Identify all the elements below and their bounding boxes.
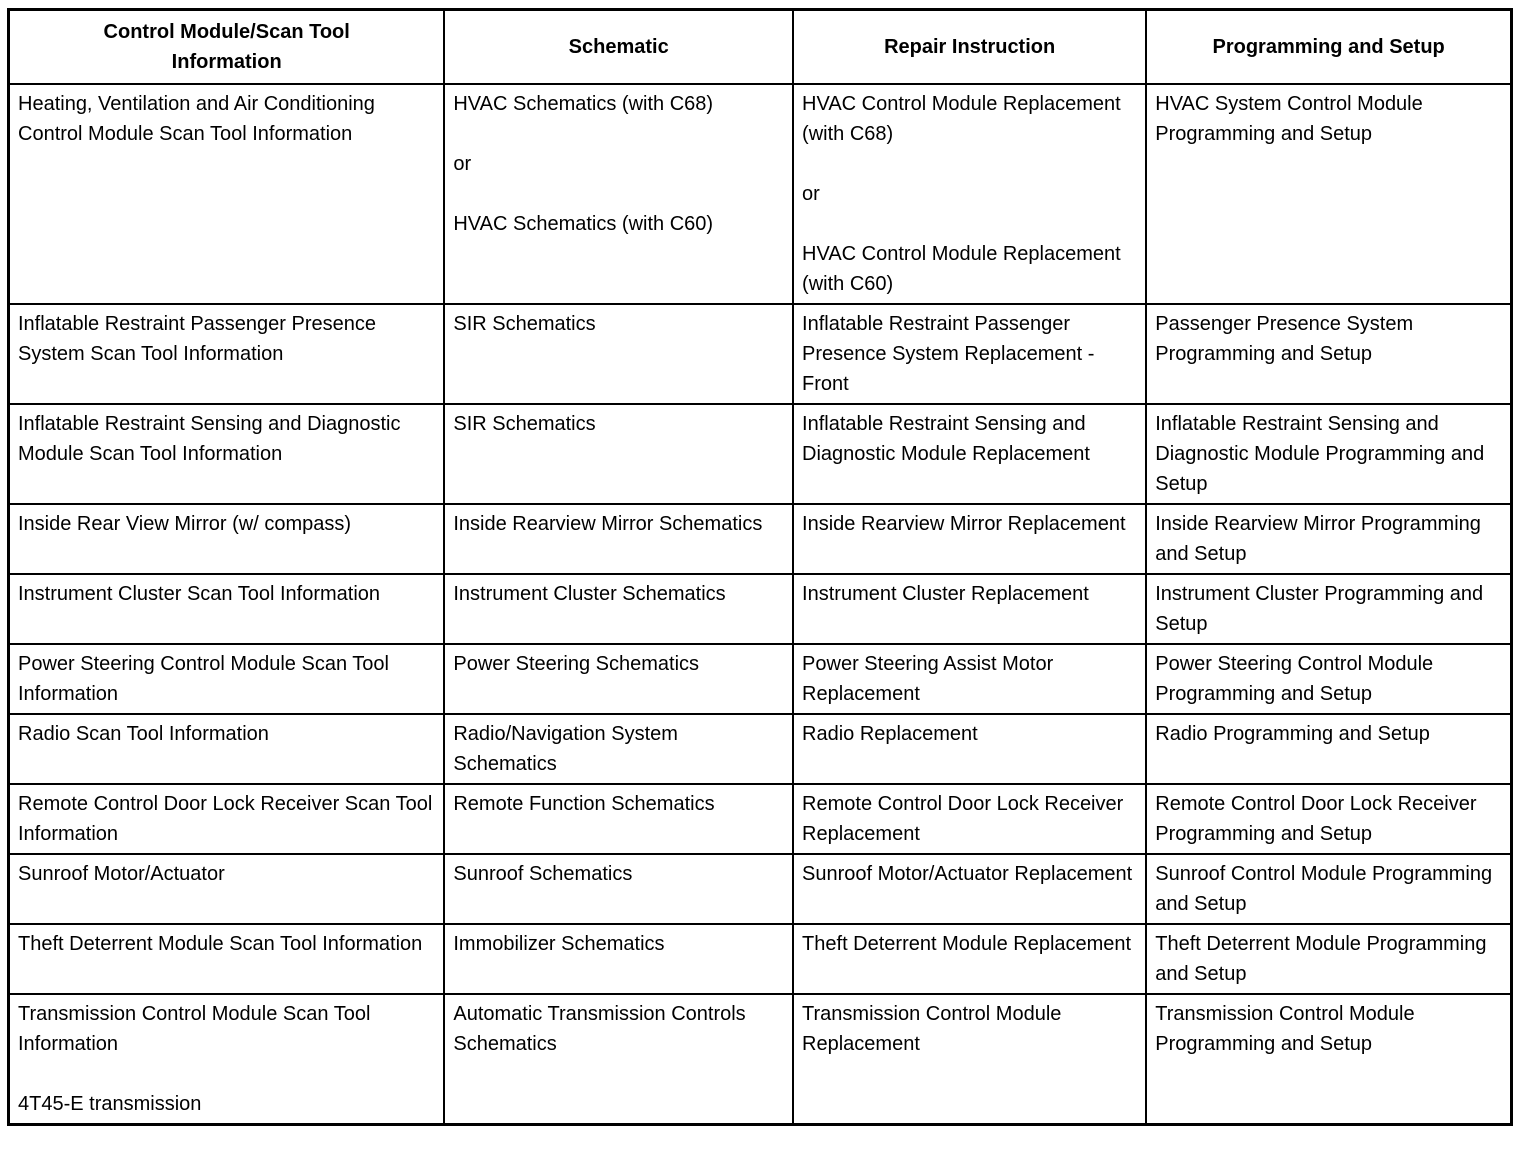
table-cell	[1146, 574, 1511, 644]
cell-text-line: Instrument Cluster Schematics	[453, 583, 726, 605]
table-row	[9, 644, 1512, 714]
table-body	[9, 84, 1512, 1125]
table-cell	[1146, 404, 1511, 504]
table-cell	[793, 714, 1146, 784]
cell-text-line: Theft Deterrent Module Programming and Setup	[1155, 933, 1487, 985]
table-row	[9, 404, 1512, 504]
table-cell	[1146, 644, 1511, 714]
table-cell	[9, 994, 445, 1125]
cell-text-line: Power Steering Assist Motor Replacement	[802, 653, 1054, 705]
table-cell	[1146, 994, 1511, 1125]
cell-text-line: Inflatable Restraint Sensing and Diagnostic Module Programming and Setup	[1155, 413, 1485, 495]
table-cell	[9, 714, 445, 784]
table-row	[9, 854, 1512, 924]
header-label: Repair Instruction	[884, 36, 1056, 58]
table-cell	[793, 644, 1146, 714]
table-cell	[444, 574, 793, 644]
table-row	[9, 84, 1512, 304]
cell-text-line: Inside Rearview Mirror Programming and Setup	[1155, 513, 1481, 565]
cell-text-line: Transmission Control Module Replacement	[802, 1003, 1062, 1055]
table-cell	[9, 784, 445, 854]
cell-text-line: Heating, Ventilation and Air Conditioning Control Module Scan Tool Information	[18, 93, 375, 145]
cell-text-line: Passenger Presence System Programming and Setup	[1155, 313, 1414, 365]
cell-text-line: Theft Deterrent Module Replacement	[802, 933, 1132, 955]
table-cell	[444, 854, 793, 924]
table-cell	[1146, 714, 1511, 784]
cell-text-line: Inflatable Restraint Passenger Presence System Replacement - Front	[802, 313, 1095, 395]
table-cell	[1146, 504, 1511, 574]
cell-text-line: Inside Rearview Mirror Replacement	[802, 513, 1126, 535]
cell-text-line: Remote Control Door Lock Receiver Programming and Setup	[1155, 793, 1477, 845]
table-cell	[444, 644, 793, 714]
cell-text-line: Theft Deterrent Module Scan Tool Information	[18, 933, 423, 955]
cell-text-line: Power Steering Schematics	[453, 653, 700, 675]
cell-text-line	[453, 119, 784, 149]
cell-text-line: Automatic Transmission Controls Schematics	[453, 1003, 746, 1055]
header-cell-schematic	[444, 10, 793, 85]
cell-text-line	[453, 179, 784, 209]
table-cell	[1146, 854, 1511, 924]
cell-text-line: 4T45-E transmission	[18, 1093, 202, 1115]
table-cell	[793, 404, 1146, 504]
table-cell	[9, 84, 445, 304]
cell-text-line: Immobilizer Schematics	[453, 933, 665, 955]
cell-text-line: Sunroof Schematics	[453, 863, 633, 885]
table-cell	[793, 924, 1146, 994]
table-cell	[9, 404, 445, 504]
header-label: Programming and Setup	[1212, 36, 1445, 58]
cell-text-line: Radio Programming and Setup	[1155, 723, 1430, 745]
table-cell	[444, 504, 793, 574]
cell-text-line: HVAC Schematics (with C60)	[453, 213, 714, 235]
table-cell	[444, 714, 793, 784]
table-cell	[9, 644, 445, 714]
cell-text-line: Instrument Cluster Programming and Setup	[1155, 583, 1484, 635]
cell-text-line: HVAC System Control Module Programming and Setup	[1155, 93, 1423, 145]
cell-text-line: Inflatable Restraint Sensing and Diagnostic Module Scan Tool Information	[18, 413, 401, 465]
cell-text-line: Inflatable Restraint Passenger Presence System Scan Tool Information	[18, 313, 376, 365]
cell-text-line: Instrument Cluster Replacement	[802, 583, 1089, 605]
table-cell	[9, 304, 445, 404]
table-cell	[793, 854, 1146, 924]
table-cell	[793, 84, 1146, 304]
table-cell	[793, 504, 1146, 574]
header-cell-repair-instruction	[793, 10, 1146, 85]
cell-text-line: Inside Rearview Mirror Schematics	[453, 513, 763, 535]
table-row	[9, 784, 1512, 854]
cell-text-line: Sunroof Motor/Actuator	[18, 863, 225, 885]
table-cell	[793, 574, 1146, 644]
cell-text-line	[802, 149, 1137, 179]
table-cell	[793, 304, 1146, 404]
table-cell	[444, 994, 793, 1125]
cell-text-line: Inside Rear View Mirror (w/ compass)	[18, 513, 352, 535]
table-cell	[444, 84, 793, 304]
table-cell	[1146, 304, 1511, 404]
header-cell-scan-tool-information	[9, 10, 445, 85]
cell-text-line: or	[802, 183, 820, 205]
cell-text-line: HVAC Schematics (with C68)	[453, 93, 714, 115]
table-cell	[444, 404, 793, 504]
table-row	[9, 714, 1512, 784]
cell-text-line: HVAC Control Module Replacement (with C60)	[802, 243, 1121, 295]
table-row	[9, 924, 1512, 994]
table-cell	[444, 304, 793, 404]
table-cell	[444, 784, 793, 854]
table-cell	[9, 574, 445, 644]
table-cell	[9, 924, 445, 994]
table-header-row	[9, 10, 1512, 85]
table-cell	[1146, 84, 1511, 304]
table-cell	[444, 924, 793, 994]
table-row	[9, 504, 1512, 574]
table-row	[9, 574, 1512, 644]
cell-text-line: Sunroof Control Module Programming and Setup	[1155, 863, 1493, 915]
table-cell	[9, 854, 445, 924]
cell-text-line: SIR Schematics	[453, 313, 596, 335]
table-row	[9, 994, 1512, 1125]
table-cell	[1146, 924, 1511, 994]
cell-text-line: SIR Schematics	[453, 413, 596, 435]
table-cell	[793, 784, 1146, 854]
table-cell	[793, 994, 1146, 1125]
cell-text-line: HVAC Control Module Replacement (with C68)	[802, 93, 1121, 145]
cell-text-line: or	[453, 153, 472, 175]
cell-text-line: Instrument Cluster Scan Tool Information	[18, 583, 381, 605]
cell-text-line	[18, 1059, 435, 1089]
table-row	[9, 304, 1512, 404]
cell-text-line: Remote Control Door Lock Receiver Replacement	[802, 793, 1124, 845]
cell-text-line: Remote Function Schematics	[453, 793, 715, 815]
cell-text-line: Power Steering Control Module Scan Tool Information	[18, 653, 389, 705]
cell-text-line: Transmission Control Module Scan Tool Information	[18, 1003, 371, 1055]
cell-text-line: Radio/Navigation System Schematics	[453, 723, 678, 775]
cell-text-line: Remote Control Door Lock Receiver Scan Tool Information	[18, 793, 433, 845]
table-cell	[1146, 784, 1511, 854]
header-label: Control Module/Scan Tool Information	[103, 21, 350, 73]
cell-text-line: Radio Replacement	[802, 723, 978, 745]
cell-text-line	[802, 209, 1137, 239]
cell-text-line: Transmission Control Module Programming and Setup	[1155, 1003, 1415, 1055]
table-cell	[9, 504, 445, 574]
cell-text-line: Radio Scan Tool Information	[18, 723, 269, 745]
cell-text-line: Inflatable Restraint Sensing and Diagnostic Module Replacement	[802, 413, 1090, 465]
control-module-service-table	[7, 8, 1513, 1126]
cell-text-line: Sunroof Motor/Actuator Replacement	[802, 863, 1133, 885]
header-label: Schematic	[568, 36, 669, 58]
header-cell-programming-and-setup	[1146, 10, 1511, 85]
cell-text-line: Power Steering Control Module Programming and Setup	[1155, 653, 1434, 705]
